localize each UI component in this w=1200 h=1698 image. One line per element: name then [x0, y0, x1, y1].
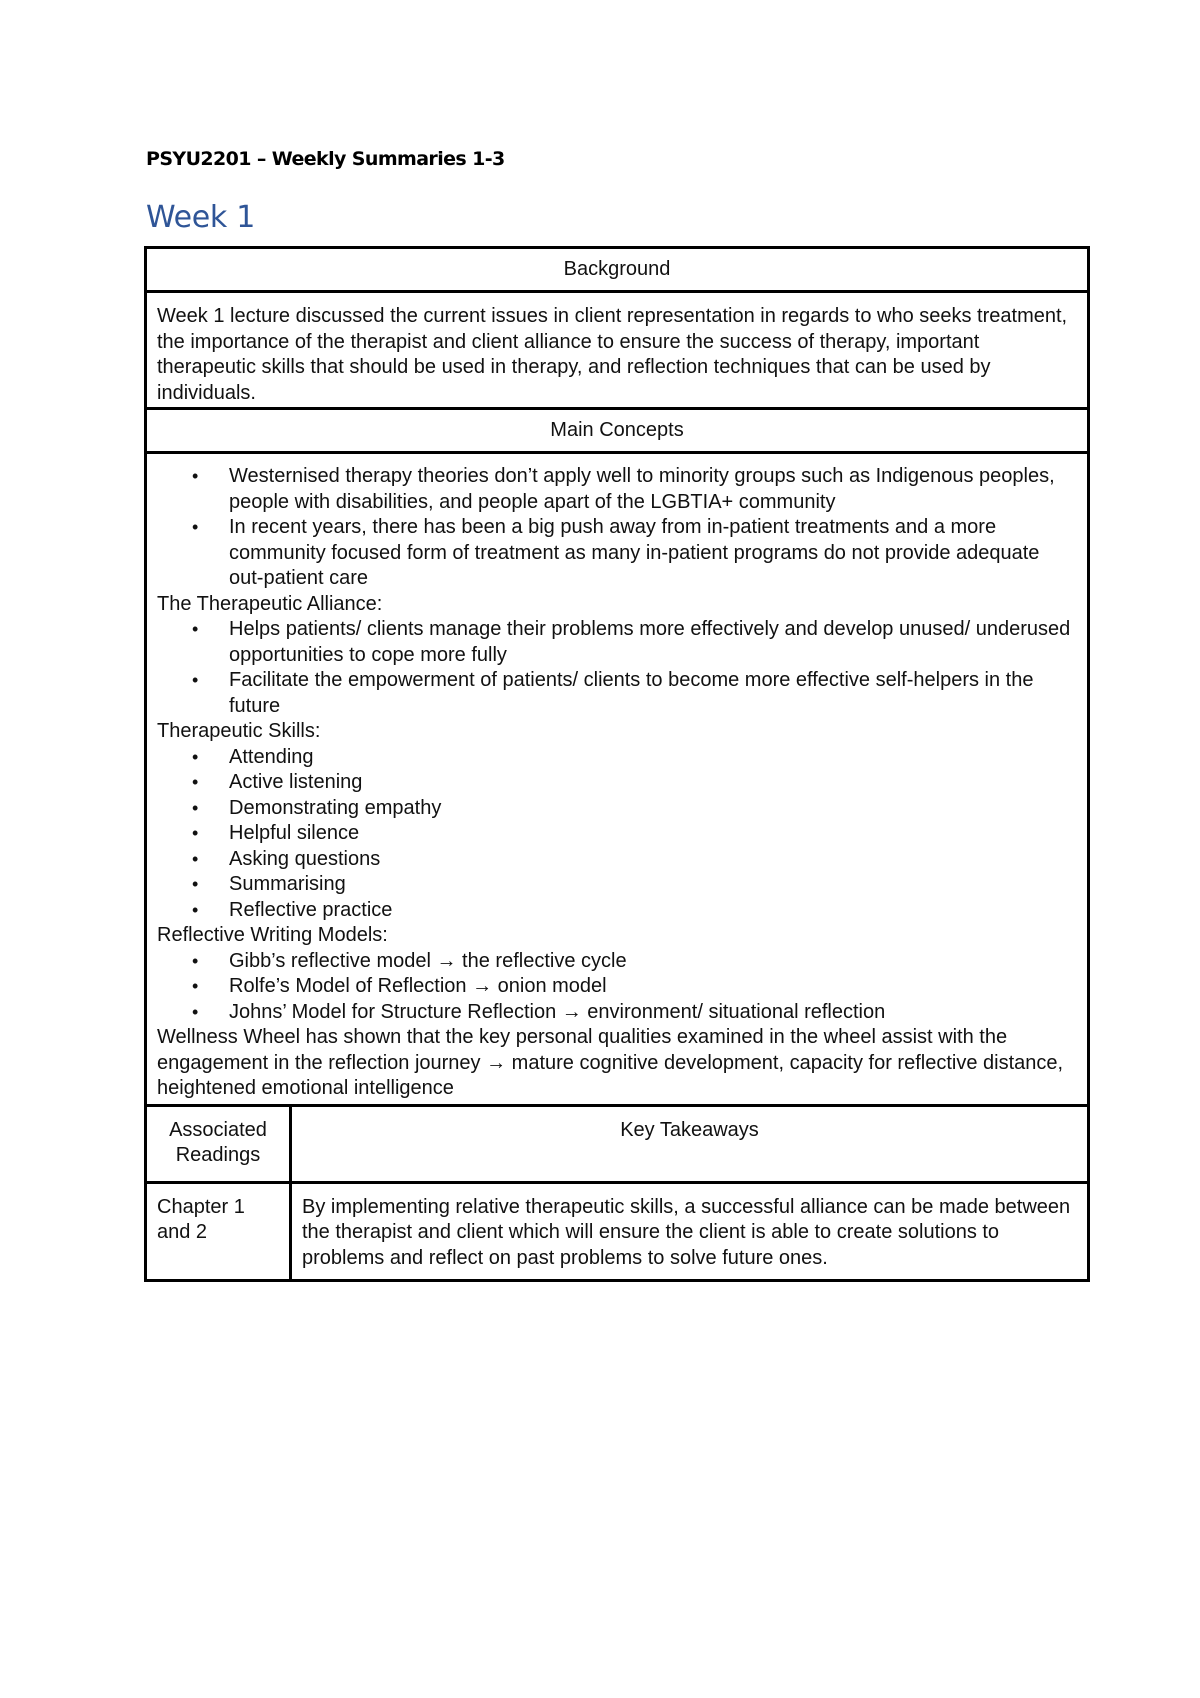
- list-item-text: Helpful silence: [229, 822, 360, 844]
- bullet-icon: •: [192, 950, 199, 971]
- list-item-text: Gibb’s reflective model → the reflective cycle: [229, 949, 627, 972]
- main-concepts-cell: [146, 453, 1089, 1106]
- concepts-header-row: [146, 409, 1089, 453]
- bullet-icon: •: [192, 619, 199, 639]
- list-item: [192, 1000, 1077, 1026]
- week-heading: Week 1: [146, 200, 256, 235]
- list-item-text: Facilitate the empowerment of patients/ clients to become more effective self-helpers in the future: [229, 669, 1034, 717]
- wellness-paragraph: Wellness Wheel has shown that the key personal qualities examined in the wheel assist with the engagement in the reflection journey → mature cognitive development, capacity for reflective distance, heightened emotional intelligence: [157, 1026, 1064, 1099]
- list-item: [192, 515, 1077, 592]
- concepts-body-row: [146, 453, 1089, 1106]
- alliance-label: The Therapeutic Alliance:: [157, 592, 383, 615]
- bullet-icon: •: [192, 797, 199, 818]
- week-summary-table: [144, 246, 1090, 1282]
- list-item: [192, 745, 1077, 771]
- bullet-icon: •: [192, 899, 199, 920]
- main-concepts-header: Main Concepts: [146, 409, 1089, 453]
- bullet-icon: •: [192, 1001, 199, 1022]
- background-header-row: [146, 248, 1089, 292]
- models-label: Reflective Writing Models:: [157, 924, 388, 946]
- associated-readings-value: Chapter 1 and 2: [146, 1182, 291, 1281]
- background-body-row: [146, 292, 1089, 409]
- bullet-icon: •: [192, 848, 199, 869]
- list-item-text: Asking questions: [229, 847, 381, 870]
- key-takeaways-header: Key Takeaways: [291, 1105, 1089, 1182]
- list-item-text: Reflective practice: [229, 898, 393, 921]
- background-text: Week 1 lecture discussed the current issues in client representation in regards to who seeks treatment, the importance of the therapist and client alliance to ensure the success of therapy, important therapeutic skills that should be used in therapy, and reflection techniques that can be used by individuals.: [146, 292, 1089, 409]
- list-item: [192, 872, 1077, 898]
- list-item-text: Demonstrating empathy: [229, 796, 442, 819]
- document-title: PSYU2201 – Weekly Summaries 1-3: [146, 148, 505, 170]
- list-item-text: Johns’ Model for Structure Reflection → environment/ situational reflection: [229, 1000, 886, 1023]
- background-header: Background: [146, 248, 1089, 292]
- bullet-icon: •: [192, 976, 199, 996]
- list-item-text: Westernised therapy theories don’t apply well to minority groups such as Indigenous peoples, people with disabilities, and people apart of the LGBTIA+ community: [229, 465, 1055, 513]
- list-item: [192, 464, 1077, 515]
- bullet-icon: •: [192, 772, 199, 792]
- list-item-text: Active listening: [229, 771, 363, 793]
- skills-bullet-list: [157, 745, 1077, 924]
- intro-bullet-list: [157, 464, 1077, 592]
- bullet-icon: •: [192, 823, 199, 843]
- list-item: [192, 770, 1077, 796]
- bullet-icon: •: [192, 670, 199, 690]
- bullet-icon: •: [192, 746, 199, 767]
- list-item: [192, 974, 1077, 1000]
- list-item-text: Rolfe’s Model of Reflection → onion model: [229, 975, 607, 997]
- alliance-bullet-list: [157, 617, 1077, 719]
- list-item: [192, 821, 1077, 847]
- list-item: [192, 617, 1077, 668]
- skills-label: Therapeutic Skills:: [157, 720, 321, 742]
- list-item: [192, 847, 1077, 873]
- list-item: [192, 796, 1077, 822]
- bullet-icon: •: [192, 466, 199, 486]
- readings-body-row: [146, 1182, 1089, 1281]
- list-item-text: Helps patients/ clients manage their problems more effectively and develop unused/ underused opportunities to cope more fully: [229, 618, 1071, 666]
- list-item-text: In recent years, there has been a big push away from in-patient treatments and a more community focused form of treatment as many in-patient programs do not provide adequate out-patient care: [229, 516, 1040, 589]
- list-item-text: Attending: [229, 745, 314, 768]
- bullet-icon: •: [192, 874, 199, 894]
- readings-header-row: [146, 1105, 1089, 1182]
- list-item: [192, 898, 1077, 924]
- models-bullet-list: [157, 949, 1077, 1026]
- associated-readings-header: Associated Readings: [146, 1105, 291, 1182]
- list-item-text: Summarising: [229, 873, 346, 895]
- list-item: [192, 668, 1077, 719]
- key-takeaways-value: By implementing relative therapeutic skills, a successful alliance can be made between the therapist and client which will ensure the client is able to create solutions to problems and reflect on past problems to solve future ones.: [291, 1182, 1089, 1281]
- bullet-icon: •: [192, 517, 199, 537]
- list-item: [192, 949, 1077, 975]
